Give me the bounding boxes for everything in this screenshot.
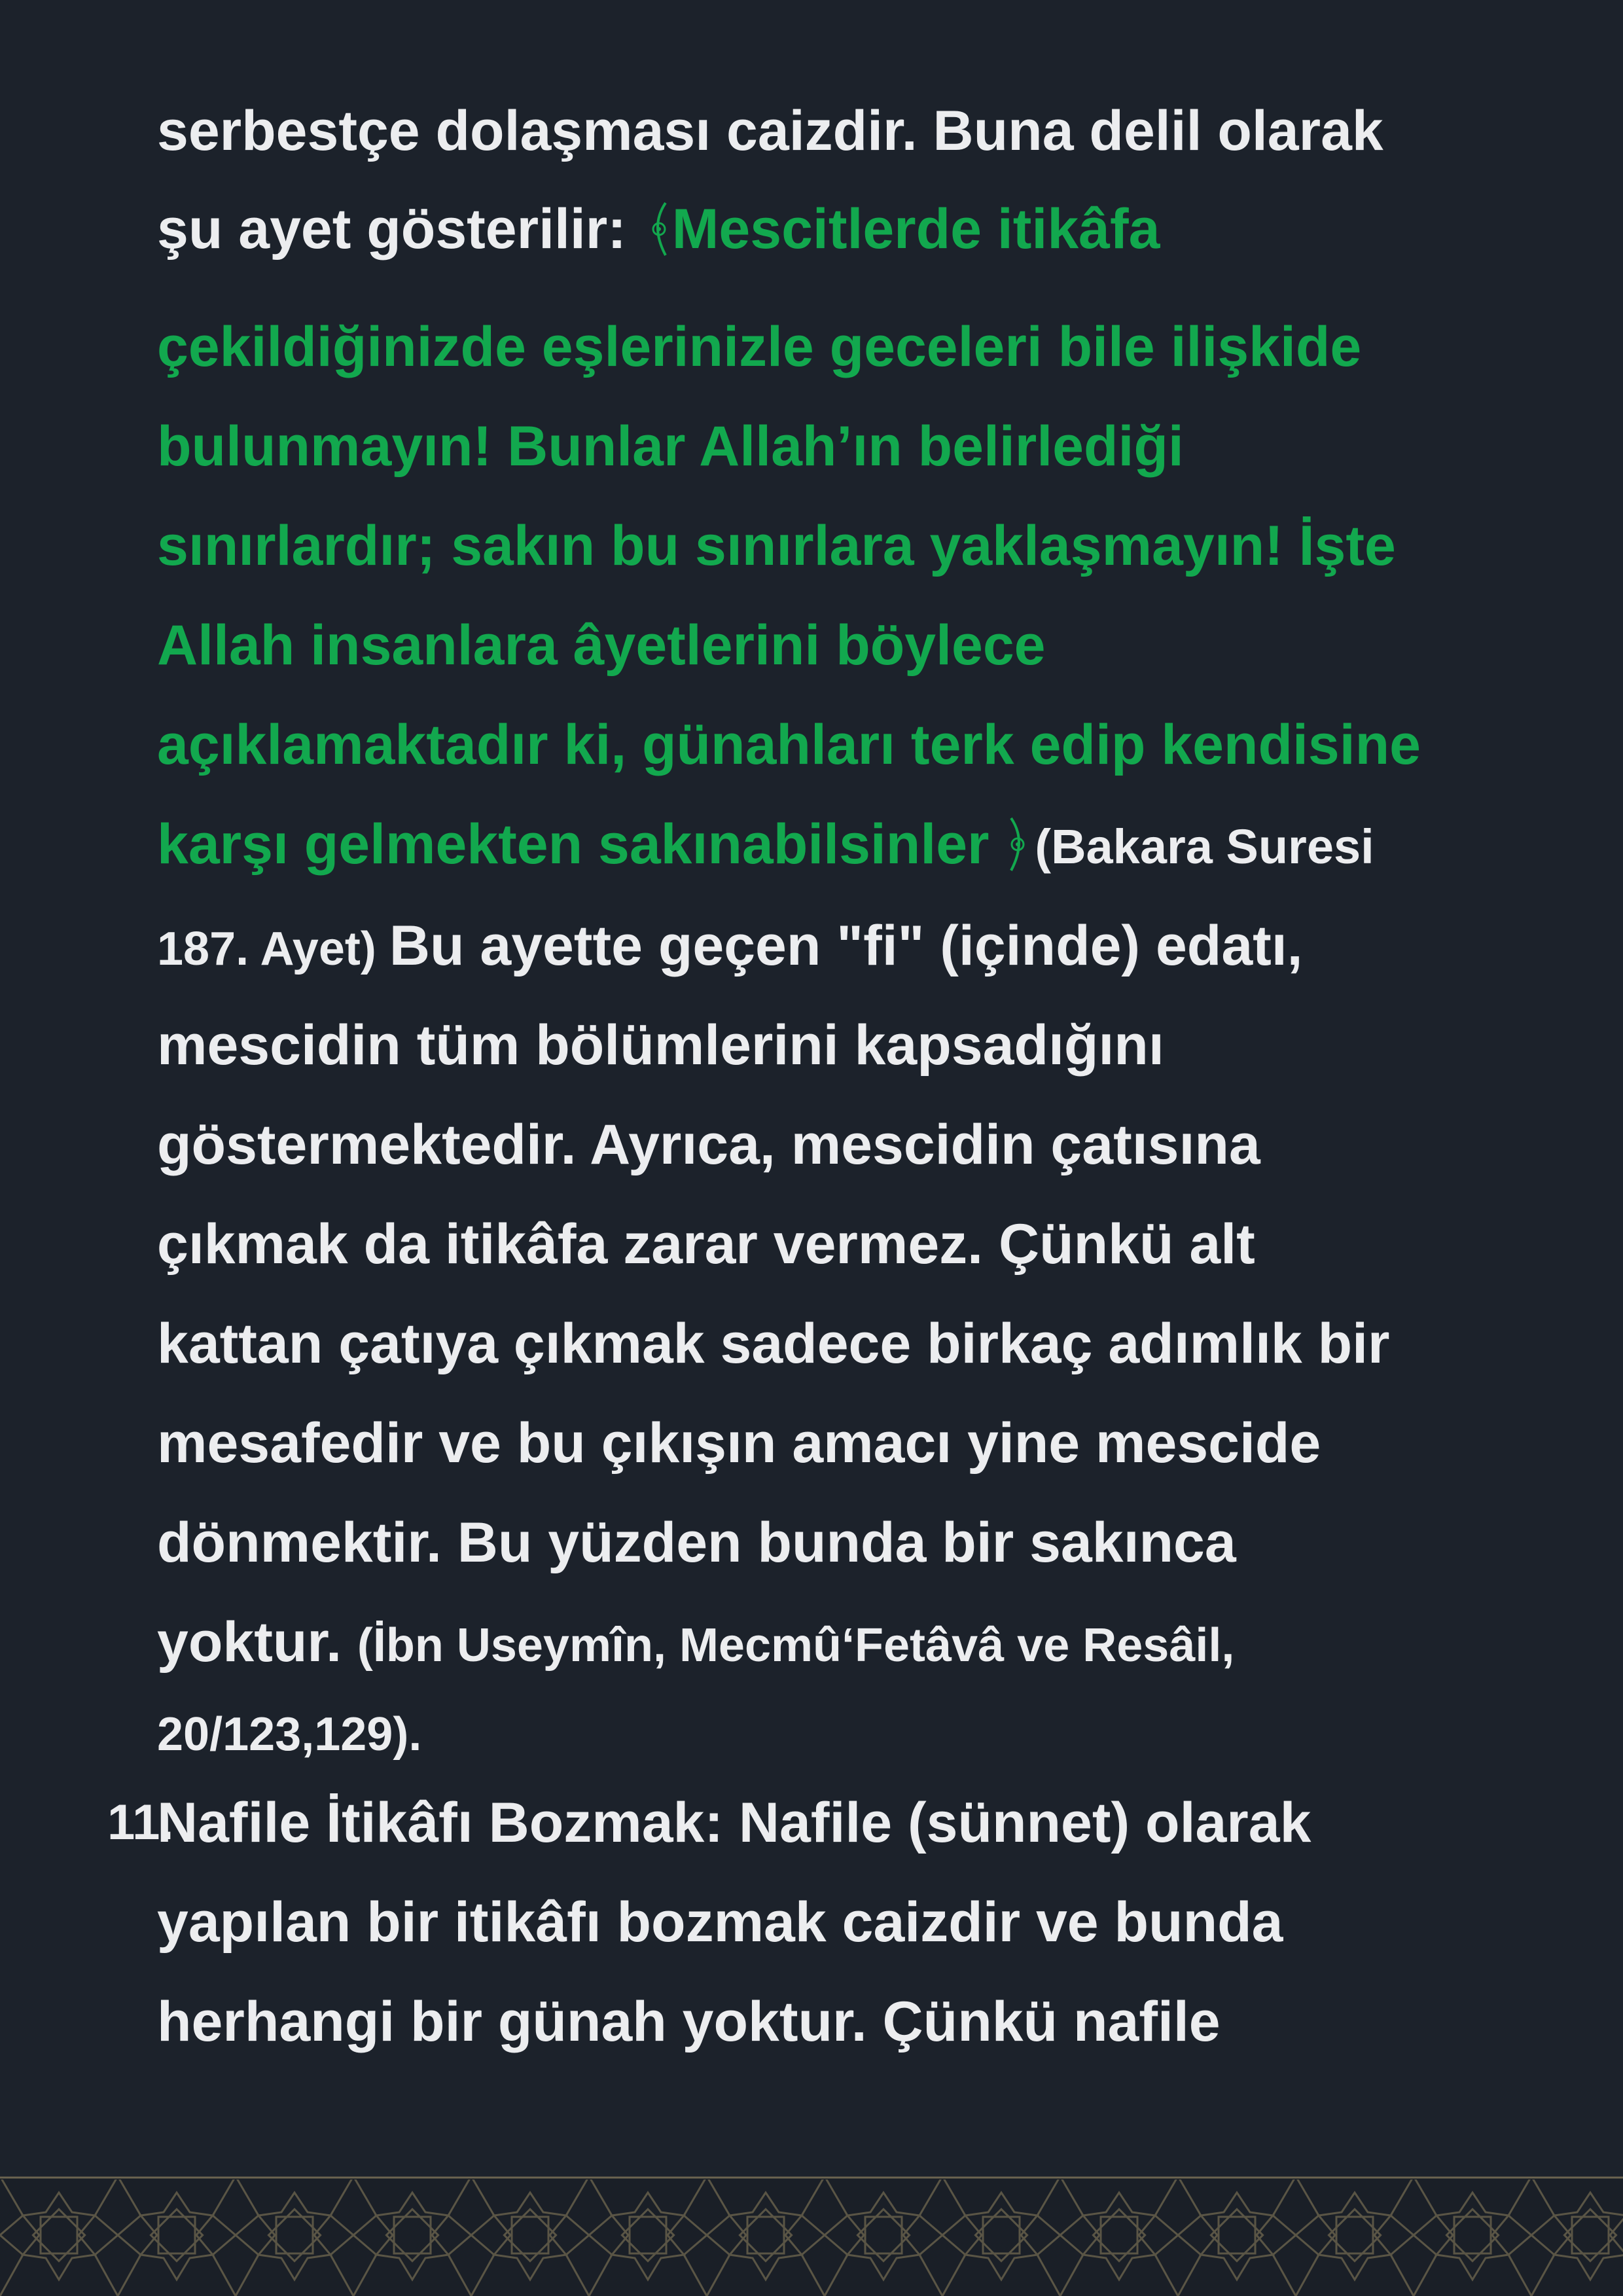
verse-line bbox=[157, 613, 1045, 678]
verse-text: karşı gelmekten sakınabilsinler bbox=[157, 813, 1005, 876]
text-segment: Bu ayette geçen "fi" (içinde) edatı, bbox=[389, 914, 1303, 977]
text-segment: mescidin tüm bölümlerini kapsadığını bbox=[157, 1014, 1164, 1077]
text-line bbox=[157, 1311, 1389, 1376]
text-line bbox=[157, 1890, 1283, 1955]
verse-text: Allah insanlara âyetlerini böylece bbox=[157, 614, 1046, 677]
text-segment: Nafile (sünnet) olarak bbox=[738, 1791, 1311, 1854]
list-item bbox=[107, 1790, 1311, 1856]
text-line bbox=[157, 196, 1160, 262]
text-line bbox=[157, 1698, 421, 1764]
text-segment: yapılan bir itikâfı bozmak caizdir ve bunda bbox=[157, 1891, 1283, 1954]
ornate-close-bracket-icon bbox=[1005, 812, 1035, 877]
verse-line bbox=[157, 314, 1361, 380]
text-line bbox=[157, 1989, 1221, 2054]
text-segment: kattan çatıya çıkmak sadece birkaç adımlık bir bbox=[157, 1312, 1390, 1375]
text-segment: göstermektedir. Ayrıca, mescidin çatısına bbox=[157, 1113, 1260, 1176]
text-line bbox=[157, 913, 1303, 978]
verse-text: çekildiğinizde eşlerinizle geceleri bile ilişkide bbox=[157, 315, 1362, 378]
ornate-open-bracket-icon bbox=[642, 196, 672, 262]
verse-line bbox=[157, 513, 1396, 579]
text-segment: şu ayet gösterilir: bbox=[157, 198, 642, 260]
text-segment: yoktur. bbox=[157, 1611, 357, 1674]
text-line bbox=[157, 1013, 1164, 1078]
verse-text: sınırlardır; sakın bu sınırlara yaklaşmayın! İşte bbox=[157, 514, 1396, 577]
text-segment: herhangi bir günah yoktur. Çünkü nafile bbox=[157, 1990, 1221, 2053]
text-line bbox=[157, 1410, 1321, 1476]
verse-text: açıklamaktadır ki, günahları terk edip kendisine bbox=[157, 713, 1421, 776]
text-line bbox=[157, 1510, 1236, 1575]
citation: (İbn Useymîn, Mecmû‘Fetâvâ ve Resâil, bbox=[357, 1619, 1235, 1672]
citation: 20/123,129). bbox=[157, 1708, 422, 1761]
text-segment: dönmektir. Bu yüzden bunda bir sakınca bbox=[157, 1511, 1236, 1574]
text-line bbox=[157, 1112, 1260, 1177]
verse-line bbox=[157, 414, 1184, 479]
text-line bbox=[157, 812, 1374, 877]
verse-reference: (Bakara Suresi bbox=[1035, 819, 1374, 874]
item-number: 11. bbox=[107, 1795, 174, 1850]
verse-reference: 187. Ayet) bbox=[157, 923, 389, 975]
decorative-footer-band bbox=[0, 2176, 1623, 2296]
verse-line bbox=[157, 712, 1421, 778]
text-segment: mesafedir ve bu çıkışın amacı yine mescide bbox=[157, 1412, 1321, 1475]
text-line bbox=[157, 1609, 1234, 1675]
text-segment: serbestçe dolaşması caizdir. Buna delil olarak bbox=[157, 99, 1383, 162]
text-line bbox=[157, 1211, 1255, 1277]
text-segment: çıkmak da itikâfa zarar vermez. Çünkü alt bbox=[157, 1213, 1255, 1276]
item-title: Nafile İtikâfı Bozmak: bbox=[157, 1791, 739, 1854]
verse-text: Mescitlerde itikâfa bbox=[671, 198, 1160, 260]
text-line bbox=[157, 98, 1383, 164]
geometric-pattern-icon bbox=[0, 2176, 1623, 2296]
verse-text: bulunmayın! Bunlar Allah’ın belirlediği bbox=[157, 415, 1184, 478]
